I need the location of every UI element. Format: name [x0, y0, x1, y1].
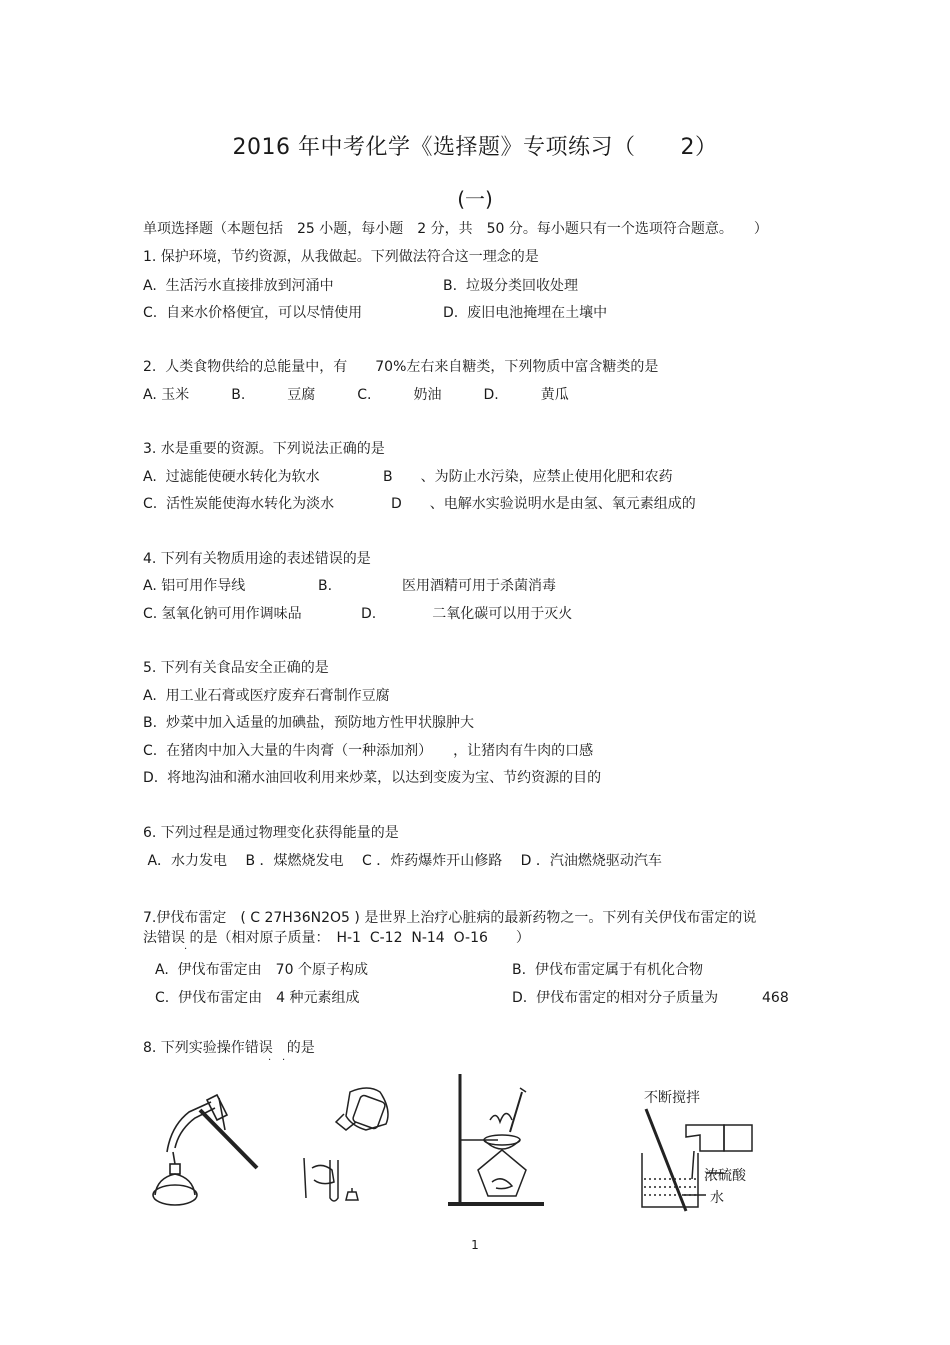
label-concentrated-acid: 浓硫酸	[704, 1168, 746, 1184]
question-4-option-c: C. 氢氧化钠可用作调味品	[143, 606, 302, 622]
section-intro: 单项选择题（本题包括 25 小题，每小题 2 分，共 50 分。每小题只有一个选项符合题意。 ）	[143, 221, 768, 237]
question-5-option-a: A. 用工业石膏或医疗废弃石膏制作豆腐	[143, 688, 390, 704]
figure-pouring-liquid	[300, 1070, 400, 1210]
question-3-stem: 3. 水是重要的资源。下列说法正确的是	[143, 441, 385, 457]
figure-heating-test-tube	[145, 1070, 270, 1210]
label-stir: 不断搅拌	[644, 1090, 700, 1106]
question-2-stem: 2. 人类食物供给的总能量中，有 70%左右来自糖类，下列物质中富含糖类的是	[143, 359, 659, 375]
emphasis-dot: ·	[282, 1055, 286, 1066]
figure-evaporation-setup	[440, 1070, 555, 1210]
label-water: 水	[710, 1190, 724, 1206]
question-1-option-d: D. 废旧电池掩埋在土壤中	[443, 305, 608, 321]
question-1-option-a: A. 生活污水直接排放到河涌中	[143, 278, 334, 294]
question-3-option-c: C. 活性炭能使海水转化为淡水	[143, 496, 335, 512]
question-8-stem: 8. 下列实验操作错误 的是	[143, 1040, 315, 1056]
question-2-options: A. 玉米 B. 豆腐 C. 奶油 D. 黄瓜	[143, 387, 569, 403]
question-7-option-a: A. 伊伐布雷定由 70 个原子构成	[155, 962, 368, 978]
question-5-option-b: B. 炒菜中加入适量的加碘盐，预防地方性甲状腺肿大	[143, 715, 474, 731]
question-7-stem-line-1: 7.伊伐布雷定 ( C 27H36N2O5 ) 是世界上治疗心脏病的最新药物之一。下列有关伊伐布雷定的说	[143, 910, 757, 926]
question-7-option-d: D. 伊伐布雷定的相对分子质量为	[512, 990, 719, 1006]
question-4-option-b: B. 医用酒精可用于杀菌消毒	[318, 578, 557, 594]
question-5-option-c: C. 在猪肉中加入大量的牛肉膏（一种添加剂） ，让猪肉有牛肉的口感	[143, 743, 594, 759]
question-1-option-b: B. 垃圾分类回收处理	[443, 278, 578, 294]
question-1-stem: 1. 保护环境，节约资源，从我做起。下列做法符合这一理念的是	[143, 249, 539, 265]
question-4-stem: 4. 下列有关物质用途的表述错误的是	[143, 551, 371, 567]
question-7-stem-line-2: 法错误 的是（相对原子质量： H-1 C-12 N-14 O-16 ）	[143, 930, 530, 946]
question-3-option-a: A. 过滤能使硬水转化为软水	[143, 469, 320, 485]
question-5-option-d: D. 将地沟油和潲水油回收利用来炒菜，以达到变废为宝、节约资源的目的	[143, 770, 602, 786]
section-heading: (一)	[457, 187, 493, 211]
page-title: 2016 年中考化学《选择题》专项练习（ 2）	[232, 135, 718, 160]
question-1-option-c: C. 自来水价格便宜，可以尽情使用	[143, 305, 363, 321]
question-6-stem: 6. 下列过程是通过物理变化获得能量的是	[143, 825, 399, 841]
page-number: 1	[471, 1238, 479, 1252]
question-3-option-d: D 、电解水实验说明水是由氢、氧元素组成的	[391, 496, 696, 512]
question-4-option-d: D. 二氧化碳可以用于灭火	[361, 606, 573, 622]
emphasis-dot: ·	[268, 1055, 272, 1066]
question-6-options: A．水力发电 B ．煤燃烧发电 C ．炸药爆炸开山修路 D ．汽油燃烧驱动汽车	[143, 853, 662, 869]
question-7-option-b: B. 伊伐布雷定属于有机化合物	[512, 962, 703, 978]
figure-diluting-acid	[630, 1090, 760, 1215]
question-7-option-d-value: 468	[762, 990, 789, 1006]
question-3-option-b: B 、为防止水污染，应禁止使用化肥和农药	[383, 469, 673, 485]
question-7-option-c: C. 伊伐布雷定由 4 种元素组成	[155, 990, 360, 1006]
question-5-stem: 5. 下列有关食品安全正确的是	[143, 660, 329, 676]
question-4-option-a: A. 铝可用作导线	[143, 578, 246, 594]
emphasis-dot: ·	[184, 944, 188, 955]
